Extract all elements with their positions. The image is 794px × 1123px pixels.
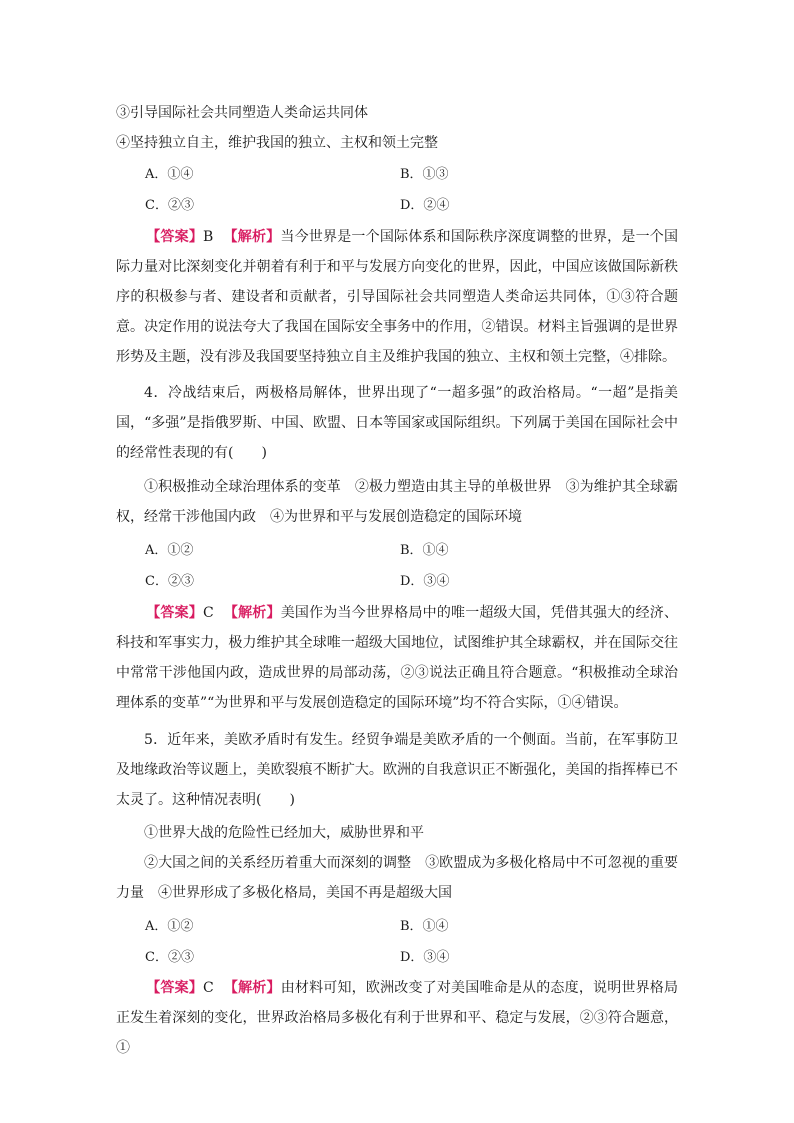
q3-analysis: 当今世界是一个国际体系和国际秩序深度调整的世界，是一个国际力量对比深刻变化并朝着有利于和平与发展方向变化的世界，因此，中国应该做国际新秩序的积极参与者、建设者和贡献者，引导国际社会共同塑造人类命运共同体，①③符合题意。决定作用的说法夸大了我国在国际安全事务中的作用，②错误。材料主旨强调的是世界形势及主题，没有涉及我国要坚持独立自主及维护我国的独立、主权和领土完整，④排除。 <box>116 229 679 365</box>
q3-choice-d: D．②④ <box>400 198 450 213</box>
q4-choice-c: C．②③ <box>145 574 194 589</box>
q5-choice-a: A．①② <box>145 919 194 934</box>
q5-stem <box>116 725 678 815</box>
q4-analysis-tag: 【解析】 <box>223 605 281 621</box>
q4-choice-b: B．①④ <box>400 543 449 558</box>
q4-statements-text: ①积极推动全球治理体系的变革 ②极力塑造由其主导的单极世界 ③为维护其全球霸权，经常干涉他国内政 ④为世界和平与发展创造稳定的国际环境 <box>116 479 678 525</box>
q5-answer: C <box>202 980 214 996</box>
q5-analysis: 由材料可知，欧洲改变了对美国唯命是从的态度，说明世界格局正发生着深刻的变化，世界政治格局多极化有利于世界和平、稳定与发展，②③符合题意，① <box>116 980 678 1056</box>
q4-answer-tag: 【答案】 <box>146 605 203 621</box>
q5-statements-text: ②大国之间的关系经历着重大而深刻的调整 ③欧盟成为多极化格局中不可忽视的重要力量 ④世界形成了多极化格局，美国不再是超级大国 <box>116 855 678 901</box>
q4-stem <box>116 378 678 468</box>
q5-statements <box>116 848 678 908</box>
q5-choice-b: B．①④ <box>400 919 449 934</box>
q4-choice-a: A．①② <box>145 543 194 558</box>
q4-stem-text: 4．冷战结束后，两极格局解体，世界出现了“一超多强”的政治格局。“一超”是指美国，“多强”是指俄罗斯、中国、欧盟、日本等国家或国际组织。下列属于美国在国际社会中的经常性表现的有( ) <box>116 385 678 461</box>
q3-option-4: ④坚持独立自主，维护我国的独立、主权和领土完整 <box>116 135 438 151</box>
q5-choice-c: C．②③ <box>145 950 194 965</box>
q3-choice-b: B．①③ <box>400 167 449 182</box>
q3-answer-tag: 【答案】 <box>146 229 204 245</box>
q5-choice-d: D．③④ <box>400 950 450 965</box>
q3-option-3: ③引导国际社会共同塑造人类命运共同体 <box>116 105 368 121</box>
q3-answer-block <box>116 222 678 372</box>
q4-analysis: 美国作为当今世界格局中的唯一超级大国，凭借其强大的经济、科技和军事实力，极力维护其全球唯一超级大国地位，试图维护其全球霸权，并在国际交往中常常干涉他国内政，造成世界的局部动荡，②③说法正确且符合题意。“积极推动全球治理体系的变革”“为世界和平与发展创造稳定的国际环境”均不符合实际，①④错误。 <box>116 605 678 711</box>
q3-answer: B <box>203 229 214 245</box>
q3-choice-a: A．①④ <box>145 167 194 182</box>
q4-choice-d: D．③④ <box>400 574 450 589</box>
q5-statement-1: ①世界大战的危险性已经加大，威胁世界和平 <box>144 825 424 841</box>
q5-stem-text: 5．近年来，美欧矛盾时有发生。经贸争端是美欧矛盾的一个侧面。当前，在军事防卫及地缘政治等议题上，美欧裂痕不断扩大。欧洲的自我意识正不断强化，美国的指挥棒已不太灵了。这种情况表明( ) <box>116 732 678 808</box>
q5-answer-tag: 【答案】 <box>146 980 203 996</box>
q4-statements <box>116 472 678 532</box>
q3-choice-c: C．②③ <box>145 198 194 213</box>
q4-answer-block <box>116 598 678 718</box>
q5-answer-block <box>116 973 678 1063</box>
q3-analysis-tag: 【解析】 <box>223 229 281 245</box>
q4-answer: C <box>202 605 214 621</box>
q5-analysis-tag: 【解析】 <box>223 980 281 996</box>
